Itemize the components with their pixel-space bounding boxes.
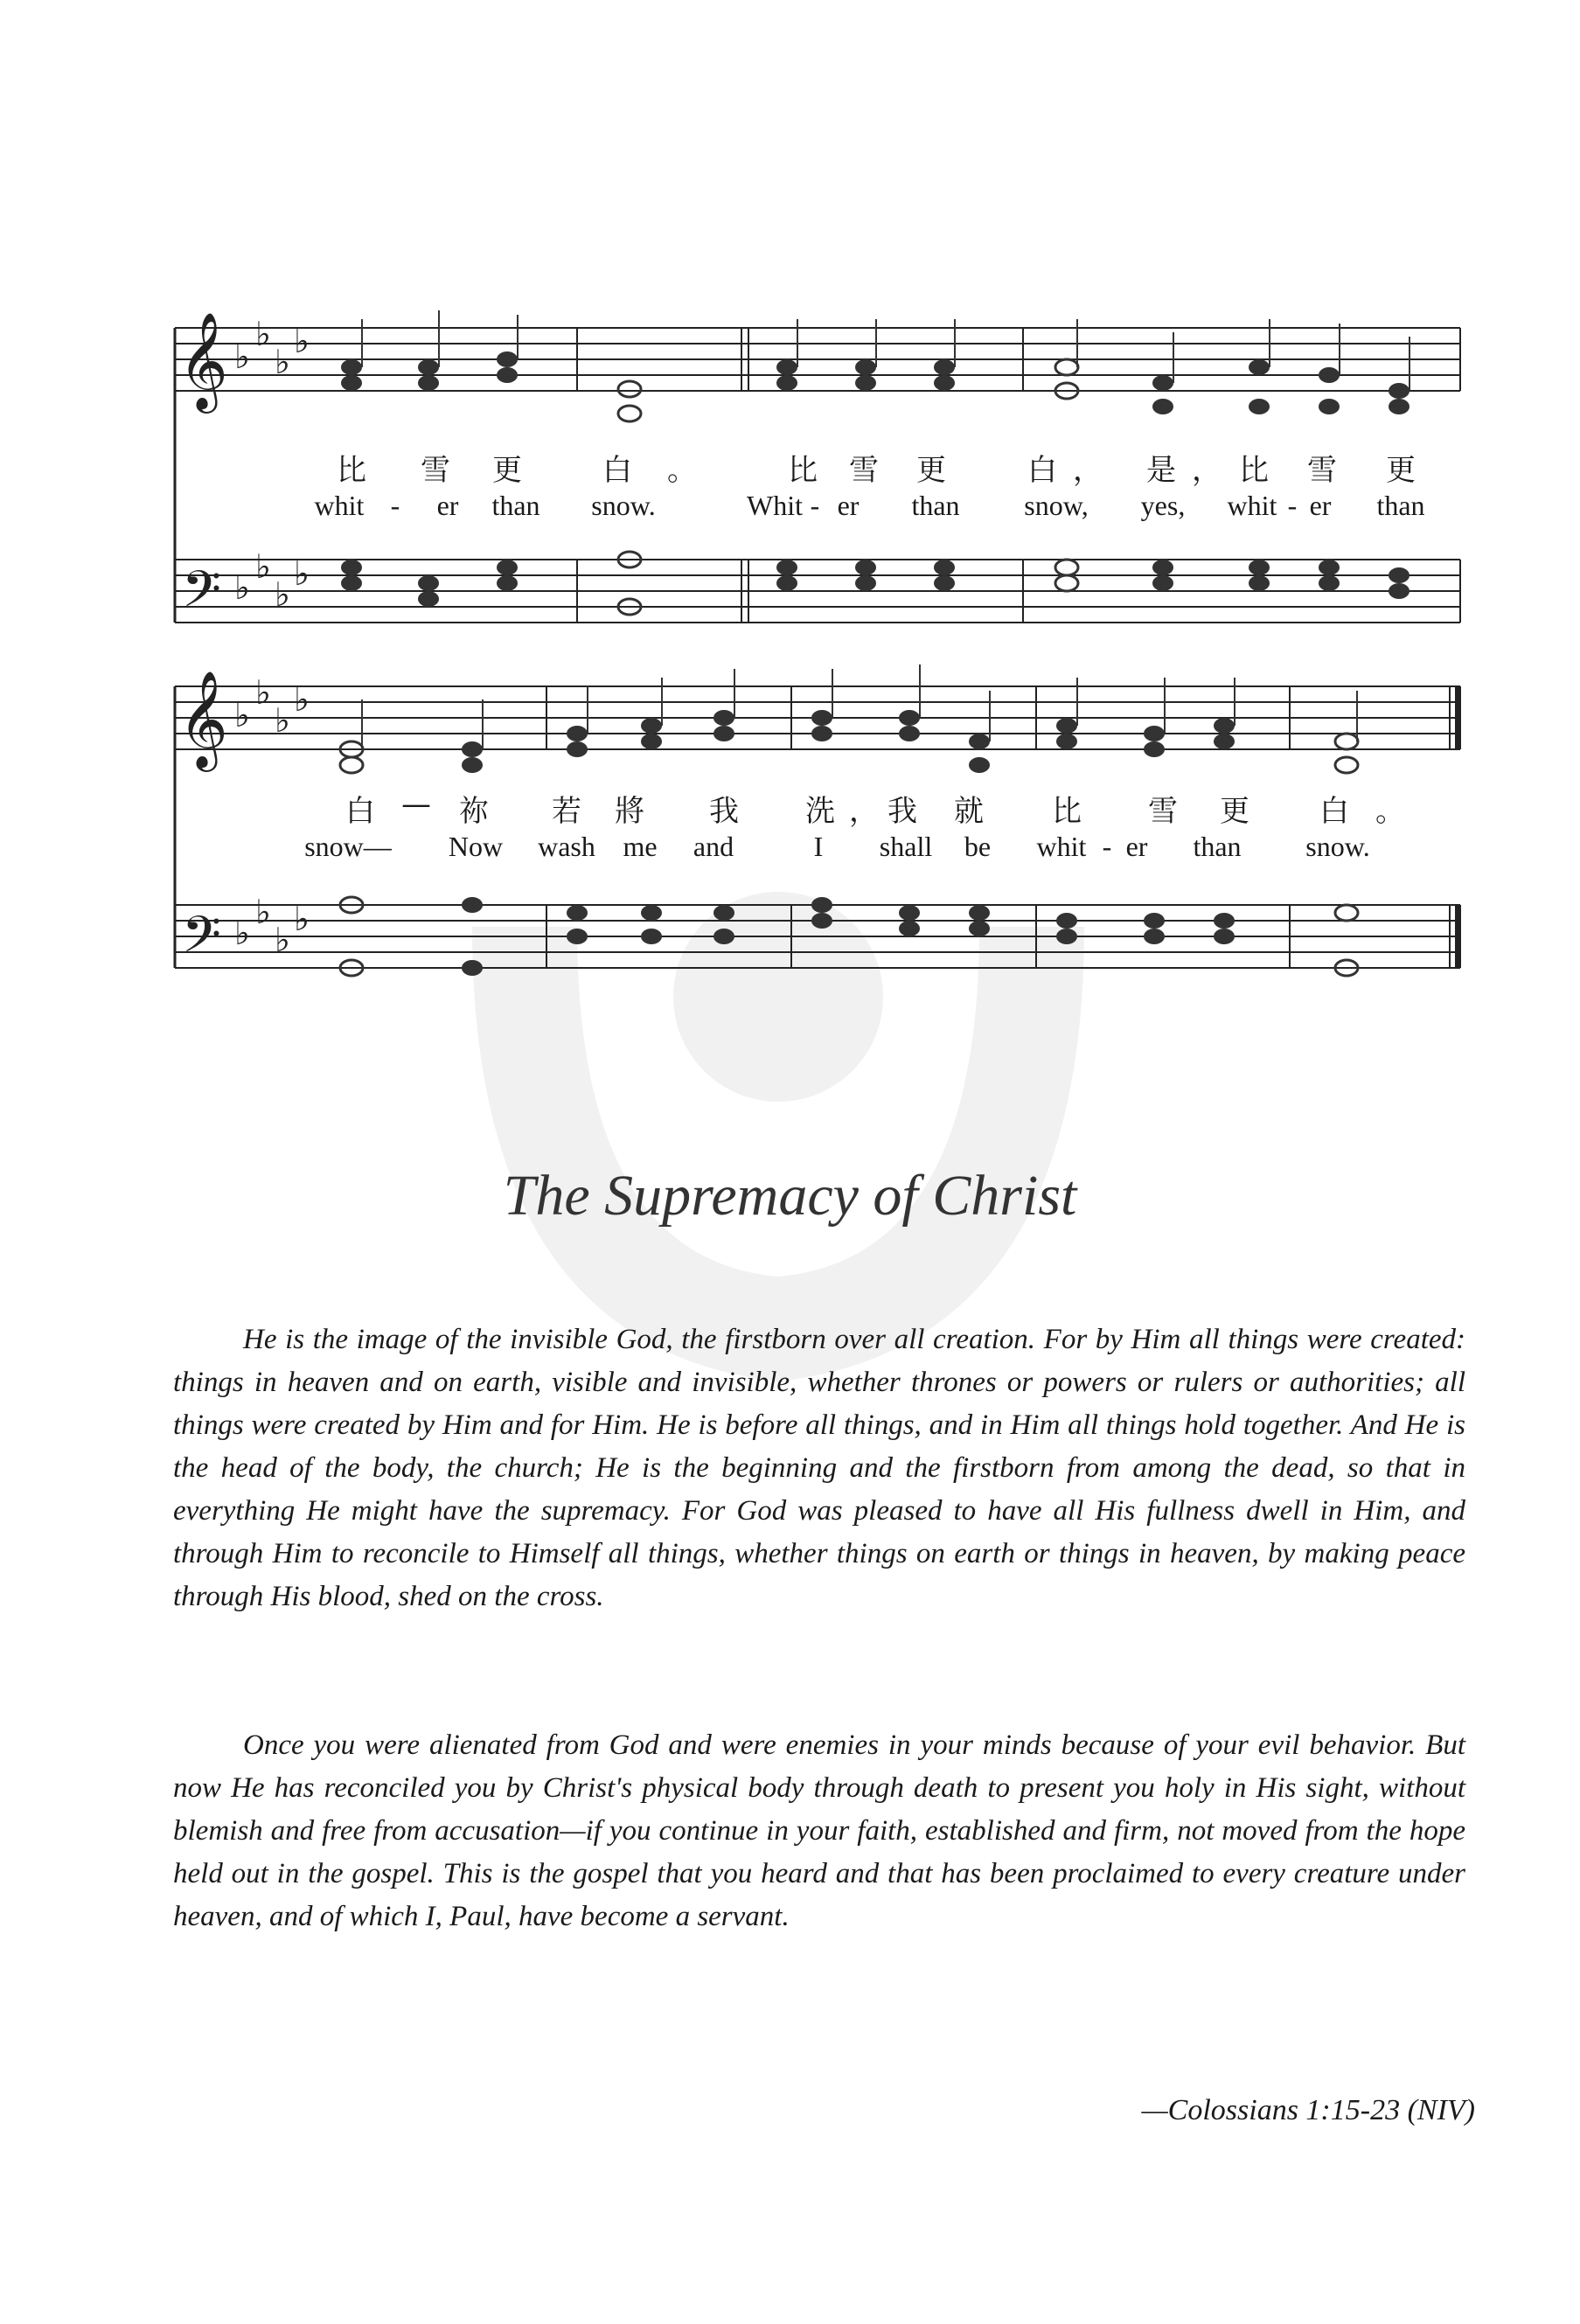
lyric-zh: 洗 [805,794,835,829]
lyric-en: snow. [1305,831,1370,862]
svg-text:♭: ♭ [234,568,250,607]
svg-text:♭: ♭ [234,914,250,952]
lyric-zh: 比 [788,453,818,488]
lyric-zh: 雪 [849,453,879,488]
svg-text:♭: ♭ [275,575,290,614]
lyric-zh: — [401,787,431,822]
lyrics-zh-system-2 [157,787,1469,829]
lyric-en: - [1287,490,1298,521]
lyric-en: than [1193,831,1242,862]
svg-text:♭: ♭ [294,554,310,593]
lyric-en: yes, [1140,490,1186,521]
svg-text:𝄞: 𝄞 [178,670,228,768]
svg-text:♭: ♭ [255,315,271,353]
lyric-en: and [693,831,734,862]
lyrics-en-system-1 [157,490,1469,528]
lyric-zh: 。 [1375,794,1405,829]
lyric-zh: 我 [709,794,739,829]
lyric-zh: 雪 [1307,453,1337,488]
lyric-en: Whit [747,490,803,521]
lyric-zh: 比 [1052,794,1082,829]
lyric-en: than [911,490,960,521]
lyric-zh: ， [849,794,879,829]
lyric-en: snow. [591,490,656,521]
lyrics-zh-system-1 [157,446,1469,488]
lyric-en: er [436,490,459,521]
lyric-zh: 更 [1386,453,1416,488]
lyric-zh: 祢 [459,794,489,829]
lyric-zh: 就 [954,794,984,829]
lyric-en: snow, [1024,490,1089,521]
svg-text:♭: ♭ [234,696,250,734]
svg-text:♭: ♭ [275,343,290,381]
lyric-zh: 更 [916,453,946,488]
svg-text:♭: ♭ [275,921,290,959]
lyric-zh: 白 [1319,794,1349,829]
lyric-zh: 更 [492,453,522,488]
lyric-en: er [1125,831,1148,862]
lyric-zh: 比 [337,453,366,488]
lyric-en: er [837,490,860,521]
lyric-zh: 更 [1220,794,1249,829]
lyric-zh: 是 [1146,453,1176,488]
lyric-zh: ， [1192,453,1222,488]
svg-text:♭: ♭ [294,900,310,938]
reading-title: The Supremacy of Christ [503,1164,1077,1228]
scripture-citation: —Colossians 1:15-23 (NIV) [1141,2094,1475,2126]
lyric-en: whit [1036,831,1087,862]
lyric-zh: 將 [615,794,644,829]
lyric-en: whit [314,490,365,521]
lyric-zh: ， [1073,453,1103,488]
lyric-zh: 白 [345,794,375,829]
lyric-en: - [810,490,820,521]
reading-paragraph-2: Once you were alienated from God and were enemies in your minds because of your evil behavior. But now He has reconciled you by Christ's physical body through death to present you holy in His sight, without blemish and free from accusation—if you continue in your faith, established and firm, not moved from the hope held out in the gospel. This is the gospel that you heard and that has been proclaimed to every creature under heaven, and of which I, Paul, have become a servant. [173,1729,1465,1932]
lyric-zh: 白 [1027,453,1057,488]
lyric-en: - [1102,831,1112,862]
svg-text:𝄞: 𝄞 [178,311,228,409]
lyric-en: than [1376,490,1425,521]
svg-text:♭: ♭ [294,680,310,719]
svg-text:♭: ♭ [255,893,271,931]
svg-text:♭: ♭ [275,701,290,740]
svg-text:♭: ♭ [255,673,271,712]
lyric-en: Now [448,831,504,862]
svg-text:𝄢: 𝄢 [182,560,222,631]
lyrics-en-system-2 [157,831,1469,869]
svg-text:♭: ♭ [294,322,310,360]
lyric-en: shall [879,831,933,862]
lyric-en: I [813,831,824,862]
svg-text:♭: ♭ [234,337,250,376]
lyric-en: whit [1227,490,1277,521]
lyric-zh: 白 [602,453,632,488]
lyric-en: snow— [304,831,392,862]
svg-text:♭: ♭ [255,547,271,586]
lyric-zh: 。 [667,453,697,488]
lyric-en: be [964,831,992,862]
lyric-en: wash [538,831,595,862]
lyric-en: me [623,831,658,862]
lyric-zh: 比 [1239,453,1269,488]
reading-paragraph-1: He is the image of the invisible God, the firstborn over all creation. For by Him all things were created: things in heaven and on earth, visible and invisible, whether thrones or powers or rulers or authorities; all things were created by Him and for Him. He is before all things, and in Him all things hold together. And He is the head of the body, the church; He is the beginning and the firstborn from among the dead, so that in everything He might have the supremacy. For God was pleased to have all His fullness dwell in Him, and through Him to reconcile to Himself all things, whether things on earth or things in heaven, by making peace through His blood, shed on the cross. [173,1324,1465,1612]
svg-text:𝄢: 𝄢 [182,905,222,977]
lyric-en: er [1309,490,1332,521]
lyric-zh: 若 [552,794,581,829]
lyric-zh: 雪 [1148,794,1178,829]
lyric-en: than [491,490,540,521]
lyric-zh: 雪 [421,453,450,488]
lyric-en: - [390,490,400,521]
lyric-zh: 我 [887,794,917,829]
